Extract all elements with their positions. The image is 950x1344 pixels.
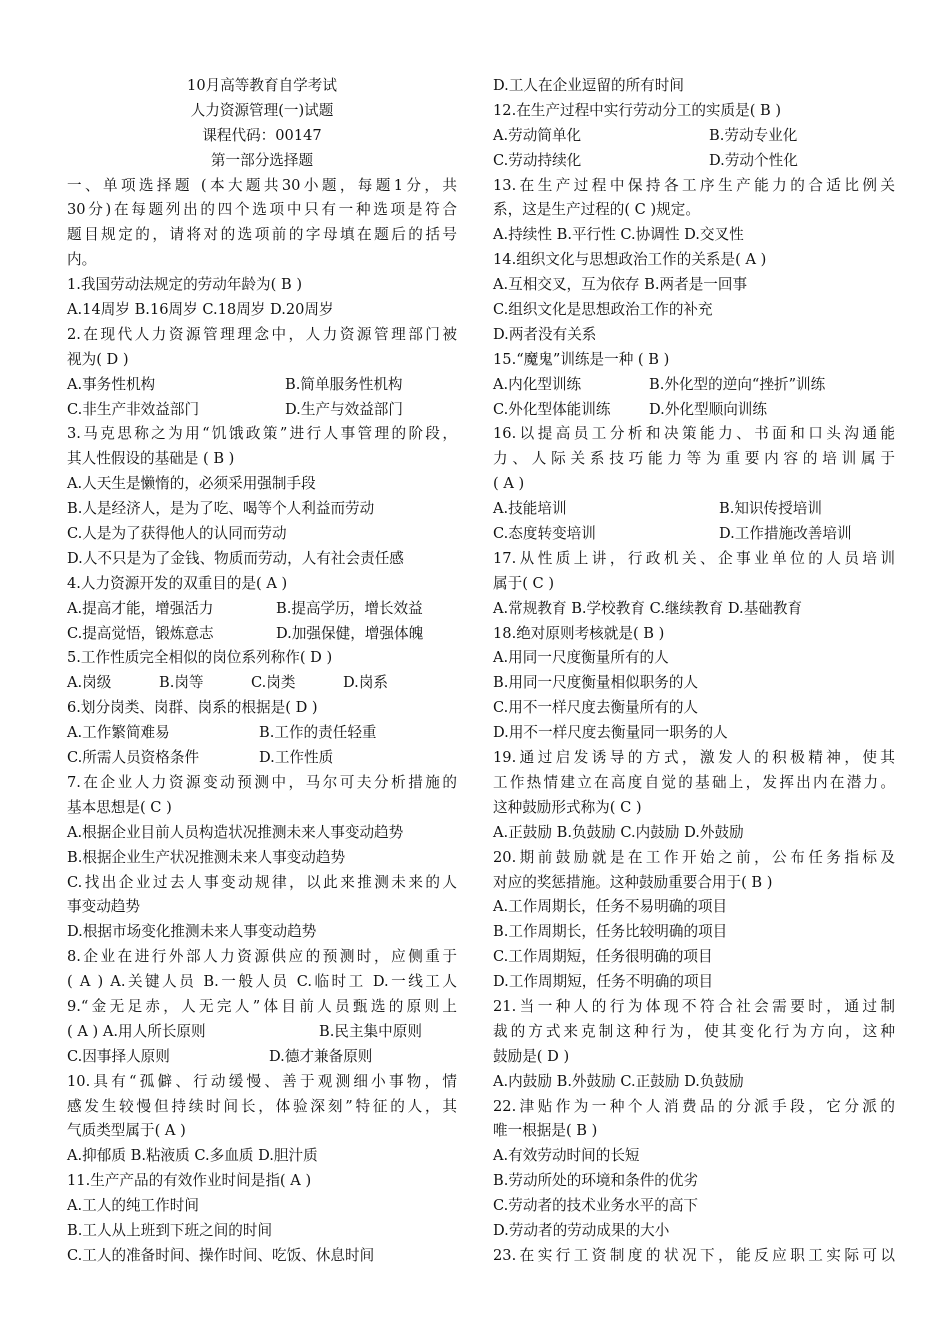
option-text: A.劳动简单化 [493, 126, 582, 144]
option-text: C.非生产非效益部门 [67, 400, 200, 418]
text-line: D.工人在企业逗留的所有时间 [493, 77, 684, 94]
option-text: A.内化型训练 [493, 375, 582, 393]
option-row [493, 124, 895, 149]
heading-line: 第一部分选择题 [210, 151, 314, 169]
text-line: 9.“金无足赤，人无完人”体目前人员甄选的原则上 [67, 997, 457, 1015]
text-line: A.持续性 B.平行性 C.协调性 D.交叉性 [493, 226, 744, 244]
text-line: A.工作周期长，任务不易明确的项目 [493, 898, 728, 916]
heading-line: 课程代码：00147 [202, 126, 322, 144]
text-line: 20.期前鼓励就是在工作开始之前，公布任务指标及 [493, 848, 895, 866]
option-row [67, 1045, 457, 1070]
option-row [67, 746, 457, 771]
text-line: D.工作周期短，任务不明确的项目 [493, 973, 714, 991]
text-line: 7.在企业人力资源变动预测中，马尔可夫分析措施的 [67, 773, 457, 791]
text-line: 视为( D ) [67, 350, 129, 368]
text-line: 一、单项选择题 (本大题共30小题，每题1分，共 [67, 176, 457, 194]
option-text: C.外化型体能训练 [493, 400, 611, 418]
text-line: B.用同一尺度衡量相似职务的人 [493, 674, 699, 692]
text-line: 其人性假设的基础是 ( B ) [67, 450, 235, 468]
text-line: C.组织文化是思想政治工作的补充 [493, 301, 713, 319]
option-row [67, 373, 457, 398]
option-text: D.工作性质 [259, 749, 334, 767]
option-row [67, 721, 457, 746]
heading-line: 人力资源管理(一)试题 [190, 101, 334, 119]
text-line: A.用同一尺度衡量所有的人 [493, 649, 669, 667]
option-text: C.因事择人原则 [67, 1047, 170, 1065]
option-row [493, 398, 895, 423]
text-line: 5.工作性质完全相似的岗位系列称作( D ) [67, 649, 333, 667]
option-text: D.外化型顺向训练 [649, 400, 767, 418]
text-line: 对应的奖惩措施。这种鼓励重要合用于( B ) [493, 873, 773, 891]
text-line: A.常规教育 B.学校教育 C.继续教育 D.基础教育 [493, 599, 803, 617]
option-text: B.知识传授培训 [719, 500, 822, 518]
option-text: A.事务性机构 [67, 375, 156, 393]
left-column [67, 74, 457, 1269]
text-line: 题目规定的，请将对的选项前的字母填在题后的括号 [67, 226, 457, 244]
option-text: D.加强保健，增强体魄 [276, 624, 424, 642]
text-line: A.内鼓励 B.外鼓励 C.正鼓励 D.负鼓励 [493, 1072, 744, 1090]
option-text: B.岗等 [159, 674, 204, 692]
option-text: D.德才兼备原则 [269, 1047, 373, 1065]
option-row [493, 522, 895, 547]
text-line: 这种鼓励形式称为( C ) [493, 798, 642, 816]
text-line: C.劳动者的技术业务水平的高下 [493, 1197, 699, 1215]
option-row [493, 497, 895, 522]
text-line: A.抑郁质 B.粘液质 C.多血质 D.胆汁质 [67, 1147, 318, 1165]
option-text: C.提高觉悟，锻炼意志 [67, 624, 214, 642]
text-line: C.人是为了获得他人的认同而劳动 [67, 525, 287, 543]
text-line: 4.人力资源开发的双重目的是( A ) [67, 574, 288, 592]
option-row [493, 149, 895, 174]
option-text: D.劳动个性化 [709, 151, 798, 169]
text-line: C.找出企业过去人事变动规律，以此来推测未来的人 [67, 873, 457, 891]
text-line: A.有效劳动时间的长短 [493, 1147, 640, 1165]
text-line: B.根据企业生产状况推测未来人事变动趋势 [67, 848, 346, 866]
text-line: 系，这是生产过程的( C )规定。 [493, 201, 700, 219]
text-line: B.工人从上班到下班之间的时间 [67, 1221, 273, 1239]
option-text: B.提高学历，增长效益 [276, 599, 423, 617]
text-line: A.根据企业目前人员构造状况推测未来人事变动趋势 [67, 823, 404, 841]
text-line: D.两者没有关系 [493, 325, 597, 343]
text-line: 事变动趋势 [67, 898, 140, 916]
option-text: B.工作的责任轻重 [259, 724, 377, 742]
option-text: D.生产与效益部门 [285, 400, 403, 418]
text-line: D.人不只是为了金钱、物质而劳动，人有社会责任感 [67, 549, 404, 567]
text-line: 15.“魔鬼”训练是一种 ( B ) [493, 350, 670, 368]
option-text: A.工作繁简难易 [67, 724, 170, 742]
text-line: 工作热情建立在高度自觉的基础上，发挥出内在潜力。 [493, 773, 895, 791]
text-line: 1.我国劳动法规定的劳动年龄为( B ) [67, 276, 303, 294]
text-line: 14.组织文化与思想政治工作的关系是( A ) [493, 251, 767, 269]
heading-line: 10月高等教育自学考试 [187, 77, 337, 94]
right-column [493, 74, 895, 1269]
text-line: 21.当一种人的行为体现不符合社会需要时，通过制 [493, 997, 895, 1015]
text-line: 内。 [67, 251, 97, 269]
text-line: 8.企业在进行外部人力资源供应的预测时，应侧重于 [67, 948, 457, 966]
text-line: 18.绝对原则考核就是( B ) [493, 624, 665, 642]
text-line: 2.在现代人力资源管理理念中，人力资源管理部门被 [67, 325, 457, 343]
text-line: 12.在生产过程中实行劳动分工的实质是( B ) [493, 101, 782, 119]
text-line: B.人是经济人，是为了吃、喝等个人利益而劳动 [67, 500, 375, 518]
text-line: 裁的方式来克制这种行为，使其变化行为方向，这种 [493, 1022, 895, 1040]
text-line: A.工人的纯工作时间 [67, 1197, 199, 1215]
text-line: ( A ) A.关键人员 B.一般人员 C.临时工 D.一线工人 [67, 973, 457, 991]
text-line: 鼓励是( D ) [493, 1047, 570, 1065]
text-line: 唯一根据是( B ) [493, 1122, 598, 1140]
text-line: D.用不一样尺度去衡量同一职务的人 [493, 724, 728, 742]
text-line: 3.马克思称之为用“饥饿政策”进行人事管理的阶段， [67, 425, 457, 443]
text-line: 17.从性质上讲，行政机关、企事业单位的人员培训 [493, 549, 895, 567]
option-text: B.劳动专业化 [709, 126, 798, 144]
option-text: C.态度转变培训 [493, 525, 596, 543]
option-row [67, 1020, 457, 1045]
text-line: 11.生产产品的有效作业时间是指( A ) [67, 1172, 312, 1190]
option-text: D.岗系 [343, 674, 389, 692]
text-line: 30分)在每题列出的四个选项中只有一种选项是符合 [67, 201, 457, 219]
text-line: 19.通过启发诱导的方式，激发人的积极精神，使其 [493, 749, 895, 767]
text-line: A.正鼓励 B.负鼓励 C.内鼓励 D.外鼓励 [493, 823, 744, 841]
text-line: A.互相交叉，互为依存 B.两者是一回事 [493, 276, 748, 294]
text-line: C.用不一样尺度去衡量所有的人 [493, 699, 699, 717]
text-line: C.工人的准备时间、操作时间、吃饭、休息时间 [67, 1246, 375, 1264]
text-line: 22.津贴作为一种个人消费品的分派手段，它分派的 [493, 1097, 895, 1115]
option-text: A.岗级 [67, 674, 112, 692]
text-line: C.工作周期短，任务很明确的项目 [493, 948, 713, 966]
text-line: 6.划分岗类、岗群、岗系的根据是( D ) [67, 699, 318, 717]
option-row [67, 597, 457, 622]
text-line: 气质类型属于( A ) [67, 1122, 186, 1140]
text-line: 基本思想是( C ) [67, 798, 172, 816]
text-line: ( A ) [493, 475, 525, 493]
text-line: 13.在生产过程中保持各工序生产能力的合适比例关 [493, 176, 895, 194]
option-text: A.技能培训 [493, 500, 567, 518]
text-line: A.人天生是懒惰的，必须采用强制手段 [67, 475, 316, 493]
option-text: B.外化型的逆向“挫折”训练 [649, 375, 826, 393]
text-line: B.劳动所处的环境和条件的优劣 [493, 1172, 699, 1190]
text-line: 属于( C ) [493, 574, 555, 592]
option-row [493, 373, 895, 398]
text-line: 23.在实行工资制度的状况下，能反应职工实际可以 [493, 1246, 895, 1264]
text-line: 10.具有“孤僻、行动缓慢、善于观测细小事物，情 [67, 1072, 457, 1090]
option-text: C.劳动持续化 [493, 151, 582, 169]
text-line: 力、人际关系技巧能力等为重要内容的培训属于 [493, 450, 895, 468]
text-line: 感发生较慢但持续时间长，体验深刻”特征的人，其 [67, 1097, 457, 1115]
option-row [67, 671, 457, 696]
option-text: ( A ) A.用人所长原则 [67, 1022, 206, 1040]
text-line: 16.以提高员工分析和决策能力、书面和口头沟通能 [493, 425, 895, 443]
text-line: B.工作周期长，任务比较明确的项目 [493, 923, 728, 941]
option-text: C.所需人员资格条件 [67, 749, 200, 767]
option-text: B.民主集中原则 [319, 1022, 422, 1040]
option-text: D.工作措施改善培训 [719, 525, 852, 543]
option-text: C.岗类 [251, 674, 296, 692]
option-text: A.提高才能，增强活力 [67, 599, 214, 617]
text-line: A.14周岁 B.16周岁 C.18周岁 D.20周岁 [67, 301, 334, 319]
option-text: B.简单服务性机构 [285, 375, 403, 393]
text-line: D.劳动者的劳动成果的大小 [493, 1221, 670, 1239]
option-row [67, 398, 457, 423]
text-line: D.根据市场变化推测未来人事变动趋势 [67, 923, 317, 941]
option-row [67, 622, 457, 647]
